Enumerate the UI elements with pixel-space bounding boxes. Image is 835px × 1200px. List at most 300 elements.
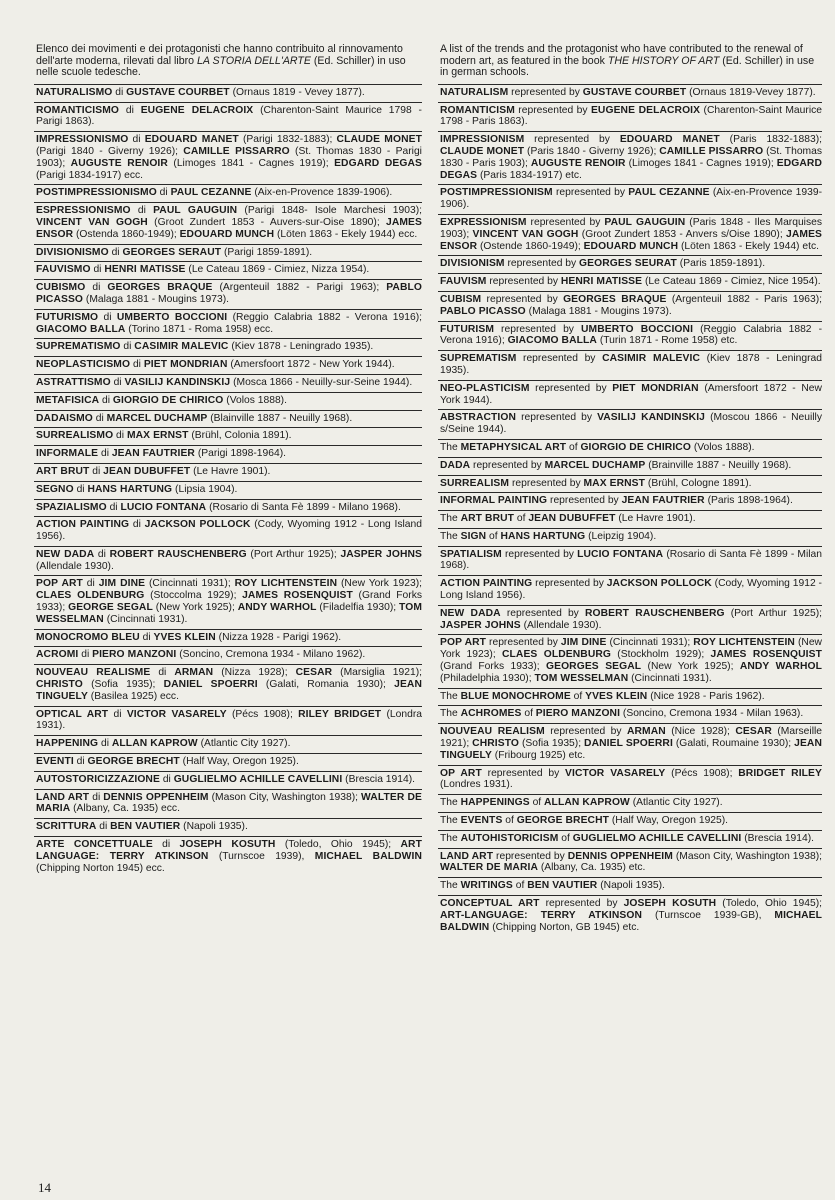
english-entry-name: BRIDGET RILEY: [738, 767, 822, 779]
english-entry-detail: (Charenton-Saint Maurice 1798 - Paris 1863).: [440, 104, 822, 128]
italian-entry: [34, 516, 422, 546]
english-entry-detail: (Paris 1832-1883);: [719, 134, 822, 146]
italian-entry-detail: di: [152, 839, 180, 851]
italian-entry-detail: (New York 1923);: [337, 578, 422, 590]
english-entry-detail: The: [440, 708, 461, 720]
english-entry-detail: (Moscou 1866 - Neuilly s/Seine 1944).: [440, 412, 822, 436]
italian-entry-name: VASILIJ KANDINSKIJ: [124, 376, 231, 388]
italian-entry-detail: di: [110, 376, 125, 388]
english-entry-detail: (Rosario di Santa Fè 1899 - Milan 1968).: [440, 548, 822, 572]
english-entry-name: OP ART: [440, 767, 482, 779]
italian-entry: [34, 646, 422, 664]
italian-entry-name: METAFISICA: [36, 394, 100, 406]
english-entry-detail: (Brainville 1887 - Neuilly 1968).: [645, 459, 792, 471]
english-entry-detail: (Kiev 1878 - Leningrad 1935).: [440, 353, 822, 376]
english-entry: [438, 214, 822, 255]
english-entry-name: CLAES OLDENBURG: [501, 649, 612, 661]
english-entry-name: CHRISTO: [472, 738, 520, 750]
english-entry-name: GUGLIELMO ACHILLE CAVELLINI: [572, 832, 742, 844]
english-entry-name: ALLAN KAPROW: [544, 797, 630, 809]
english-entry: [438, 895, 822, 936]
english-entry-detail: (Limoges 1841 - Cagnes 1919);: [625, 157, 777, 169]
english-entry-detail: (Pécs 1908);: [665, 767, 739, 779]
english-entry: [438, 409, 822, 439]
italian-entry-detail: (Parigi 1840 - Giverny 1926);: [36, 145, 184, 157]
english-entry-name: VICTOR VASARELY: [565, 767, 666, 779]
english-entry-name: CESAR: [735, 726, 772, 738]
italian-entry-name: GEORGES BRAQUE: [107, 282, 213, 294]
english-entry-detail: represented by: [529, 382, 613, 394]
italian-entry-detail: (Cody, Wyoming 1912 - Long Island 1956).: [36, 519, 422, 543]
english-entry-name: INFORMAL PAINTING: [440, 495, 548, 507]
english-entry: [438, 184, 822, 214]
english-entry-name: NATURALISM: [440, 86, 509, 98]
italian-entry-name: ART BRUT: [36, 465, 90, 477]
italian-entry-name: PABLO PICASSO: [36, 282, 422, 305]
english-entry-detail: represented by: [500, 607, 585, 619]
english-entry-name: CLAUDE MONET: [440, 145, 525, 157]
english-entry-name: CUBISM: [440, 293, 482, 305]
english-column: [438, 44, 822, 936]
italian-entry-detail: di: [159, 773, 174, 785]
english-entry-detail: represented by: [481, 767, 566, 779]
english-entry: [438, 688, 822, 706]
english-entry-name: JAMES ENSOR: [440, 228, 823, 252]
italian-entry-detail: di: [150, 667, 175, 679]
italian-entry: [34, 546, 422, 576]
italian-entry-name: POP ART: [36, 578, 83, 590]
italian-entry-detail: (Marsiglia 1921);: [332, 667, 422, 679]
english-entry-name: CONCEPTUAL ART: [440, 898, 540, 910]
italian-entry-name: HENRI MATISSE: [104, 264, 186, 276]
english-entry-name: GIORGIO DE CHIRICO: [580, 441, 691, 453]
italian-entry: [34, 706, 422, 736]
english-entry-detail: (Nice 1928 - Paris 1962).: [647, 690, 765, 702]
english-entry-name: MICHAEL BALDWIN: [440, 909, 822, 933]
italian-entry-detail: (Kiev 1878 - Leningrado 1935).: [228, 341, 374, 353]
english-entry-detail: represented by: [508, 86, 583, 98]
italian-entry-detail: (Groot Zundert 1853 - Auvers-sur-Oise 1890);: [147, 216, 387, 228]
english-entry-detail: (Amersfoort 1872 - New York 1944).: [440, 382, 822, 406]
english-entry-detail: (New York 1923);: [440, 637, 822, 661]
italian-entry-name: RILEY BRIDGET: [298, 708, 382, 720]
italian-entry: [34, 338, 422, 356]
italian-entry-detail: di: [130, 205, 154, 217]
italian-entry-detail: di: [106, 501, 121, 513]
english-entry-name: YVES KLEIN: [585, 690, 648, 702]
italian-entry-detail: (Nizza 1928);: [213, 667, 296, 679]
english-entry-detail: (Le Cateau 1869 - Cimiez, Nice 1954).: [642, 276, 821, 288]
italian-entry-detail: (Le Cateau 1869 - Cimiez, Nizza 1954).: [185, 264, 370, 276]
english-entry-detail: (Port Arthur 1925);: [724, 607, 822, 619]
english-entry-detail: (Chipping Norton, GB 1945) etc.: [489, 921, 640, 933]
english-entry-detail: (Fribourg 1925) etc.: [491, 749, 586, 761]
italian-entry-detail: (Ornaus 1819 - Vevey 1877).: [229, 86, 365, 98]
english-book-title: THE HISTORY OF ART: [607, 54, 720, 67]
italian-entry-name: GUSTAVE COURBET: [126, 86, 230, 98]
english-entry-detail: (Galati, Roumaine 1930);: [672, 738, 795, 750]
english-entry-detail: (Malaga 1881 - Mougins 1973).: [525, 305, 672, 317]
italian-entry: [34, 279, 422, 309]
italian-entry: [34, 356, 422, 374]
english-entry-detail: (Londres 1931).: [440, 779, 513, 791]
italian-entry-name: PIERO MANZONI: [92, 649, 177, 661]
english-entry-detail: (Paris 1834-1917) etc.: [477, 169, 582, 181]
italian-entry-name: ASTRATTISMO: [36, 376, 111, 388]
english-entry-detail: of: [486, 530, 501, 542]
italian-entry-detail: di: [98, 738, 112, 750]
english-entry-detail: of: [512, 880, 528, 892]
english-entry-detail: (Paris 1840 - Giverny 1926);: [524, 145, 660, 157]
english-entry-name: WALTER DE MARIA: [440, 862, 538, 874]
italian-entry-detail: (Blainville 1887 - Neuilly 1968).: [207, 412, 353, 424]
english-entry-detail: represented by: [526, 216, 605, 228]
italian-entry-name: PIET MONDRIAN: [143, 359, 228, 371]
italian-entry: [34, 131, 422, 184]
italian-entry-name: ROY LICHTENSTEIN: [234, 578, 338, 590]
italian-entry-name: AUGUSTE RENOIR: [70, 157, 168, 169]
italian-entry-detail: (Parigi 1832-1883);: [238, 134, 337, 146]
english-entry-detail: (Philadelphia 1930);: [440, 672, 535, 684]
english-entry-name: SPATIALISM: [440, 548, 502, 560]
english-entry: [438, 794, 822, 812]
italian-entry-detail: (Filadelfia 1930);: [316, 602, 400, 614]
italian-entry-name: ARMAN: [174, 667, 214, 679]
italian-entry-name: LUCIO FONTANA: [120, 501, 207, 513]
english-entry-name: JAMES ROSENQUIST: [710, 649, 822, 661]
italian-entry-detail: di: [98, 311, 117, 323]
italian-entry-name: BEN VAUTIER: [110, 821, 181, 833]
italian-entry-detail: (Limoges 1841 - Cagnes 1919);: [167, 157, 335, 169]
english-entry-name: EUGENE DELACROIX: [590, 104, 701, 116]
english-entry-detail: (Leipzig 1904).: [585, 530, 657, 542]
italian-entry-name: MICHAEL BALDWIN: [314, 850, 422, 862]
italian-entry-name: JEAN TINGUELY: [36, 679, 423, 702]
english-entry-name: DADA: [440, 459, 471, 471]
english-entry-detail: represented by: [552, 187, 629, 199]
english-entry-detail: (Argenteuil 1882 - Paris 1963);: [666, 293, 823, 305]
english-entry-name: GEORGES SEURAT: [579, 258, 677, 270]
english-entry-name: NEW DADA: [440, 607, 501, 619]
english-entry-detail: (Reggio Calabria 1882 - Verona 1916);: [440, 323, 823, 347]
english-entry-detail: represented by: [501, 548, 578, 560]
italian-entry-detail: (Cincinnati 1931);: [145, 578, 235, 590]
italian-entry-name: JEAN FAUTRIER: [111, 448, 195, 460]
english-entry-name: HENRI MATISSE: [560, 276, 643, 288]
italian-entry-detail: (Napoli 1935).: [180, 821, 248, 833]
english-entry-detail: of: [502, 815, 517, 827]
italian-entry-name: INFORMALE: [36, 448, 99, 460]
italian-entry: [34, 753, 422, 771]
italian-entry: [34, 735, 422, 753]
english-entry-detail: represented by: [532, 578, 607, 590]
english-entry-name: METAPHYSICAL ART: [460, 441, 567, 453]
english-entry-name: NEO-PLASTICISM: [440, 382, 530, 394]
english-entry-name: EXPRESSIONISM: [440, 216, 527, 228]
italian-entry: [34, 392, 422, 410]
english-entry-detail: of: [566, 441, 581, 453]
italian-entry-detail: di: [139, 631, 154, 643]
english-entry-detail: (Allendale 1930).: [520, 619, 602, 631]
english-entry-name: ARMAN: [626, 726, 666, 738]
italian-intro: [36, 44, 422, 79]
italian-entry-name: SPAZIALISMO: [36, 501, 107, 513]
italian-entry-detail: di: [99, 394, 113, 406]
english-entry-detail: represented by: [514, 104, 591, 116]
english-entry-name: POSTIMPRESSIONISM: [440, 187, 553, 199]
italian-entry-name: CUBISMO: [36, 282, 86, 294]
english-entry-detail: (Albany, Ca. 1935) etc.: [537, 862, 646, 874]
english-entry-detail: (Brühl, Cologne 1891).: [645, 477, 752, 489]
italian-entry-name: EDOUARD MANET: [144, 134, 239, 146]
italian-entry: [34, 575, 422, 628]
italian-entry-detail: (Turnscoe 1939),: [208, 850, 315, 862]
italian-entry-detail: di: [73, 483, 88, 495]
italian-entry-detail: (New York 1925);: [152, 602, 238, 614]
italian-entry-name: SUPREMATISMO: [36, 341, 121, 353]
english-entry-detail: represented by: [516, 412, 598, 424]
italian-entry-name: FUTURISMO: [36, 311, 99, 323]
italian-entry-name: ACROMI: [36, 649, 79, 661]
italian-entry-detail: di: [89, 791, 104, 803]
english-entry-detail: represented by: [524, 134, 620, 146]
english-entry: [438, 877, 822, 895]
english-entry-detail: The: [440, 815, 461, 827]
english-entry: [438, 273, 822, 291]
english-entry-name: HAPPENINGS: [460, 797, 530, 809]
italian-entry-detail: (Sofia 1935);: [82, 679, 164, 691]
italian-entry-name: GUGLIELMO ACHILLE CAVELLINI: [173, 773, 343, 785]
english-entry-name: GEORGES BRAQUE: [563, 293, 667, 305]
english-entry-name: ACTION PAINTING: [440, 578, 533, 590]
english-entry-detail: The: [440, 797, 461, 809]
italian-entry: [34, 789, 422, 819]
english-entry: [438, 475, 822, 493]
english-entry-name: SUPREMATISM: [440, 353, 517, 365]
italian-entry-detail: di: [156, 187, 171, 199]
italian-entry-name: EVENTI: [36, 756, 74, 768]
english-entry-detail: (Aix-en-Provence 1939-1906).: [440, 187, 822, 211]
italian-intro-end: (Ed. Schiller) in uso nelle scuole tedesche.: [36, 54, 406, 79]
italian-entry-name: NATURALISMO: [36, 86, 113, 98]
italian-entry-name: CHRISTO: [36, 679, 83, 691]
italian-entry-name: EDOUARD MUNCH: [179, 228, 275, 240]
english-entry-name: JOSEPH KOSUTH: [623, 898, 717, 910]
italian-entry-detail: (Parigi 1848- Isole Marchesi 1903);: [237, 205, 422, 217]
italian-entry: [34, 374, 422, 392]
italian-entry: [34, 102, 422, 132]
english-entry-detail: (Löten 1863 - Ekely 1944) etc.: [678, 240, 819, 252]
english-entry: [438, 350, 822, 380]
italian-entry-name: CAMILLE PISSARRO: [183, 145, 290, 157]
italian-entry-name: EDGARD DEGAS: [334, 157, 422, 169]
italian-entry-detail: di: [73, 756, 88, 768]
english-entry-detail: (Paris 1898-1964).: [704, 495, 793, 507]
italian-entry-name: JASPER JOHNS: [340, 548, 422, 560]
english-entry-name: ROY LICHTENSTEIN: [693, 637, 795, 649]
english-entry-name: AUTOHISTORICISM: [460, 832, 559, 844]
italian-entry-name: NEW DADA: [36, 548, 95, 560]
italian-entry-name: AUTOSTORICIZZAZIONE: [36, 773, 160, 785]
italian-entry-name: NOUVEAU REALISME: [36, 667, 151, 679]
italian-entry-detail: (Parigi 1859-1891).: [221, 246, 313, 258]
italian-entry-name: MARCEL DUCHAMP: [106, 412, 208, 424]
english-entry-name: IMPRESSIONISM: [440, 134, 525, 146]
italian-entry-detail: (Ostenda 1860-1949);: [73, 228, 180, 240]
italian-entry: [34, 261, 422, 279]
english-entry-detail: represented by: [516, 353, 603, 365]
italian-entry: [34, 818, 422, 836]
english-entry-detail: (Le Havre 1901).: [615, 513, 696, 525]
english-entry: [438, 131, 822, 184]
italian-entry-name: JACKSON POLLOCK: [144, 519, 251, 531]
english-entry: [438, 765, 822, 795]
italian-intro-text: Elenco dei movimenti e dei protagonisti che hanno contribuito al rinnovamento dell'arte moderna, rilevati dal libro: [36, 43, 403, 67]
english-entry-detail: (Cody, Wyoming 1912 - Long Island 1956).: [440, 578, 822, 602]
italian-entry-name: UMBERTO BOCCIONI: [116, 311, 228, 323]
english-intro: [440, 44, 822, 79]
italian-entry-name: PAUL GAUGUIN: [153, 205, 238, 217]
italian-entry-detail: (Brühl, Colonia 1891).: [188, 430, 292, 442]
english-entry-name: AUGUSTE RENOIR: [530, 157, 626, 169]
english-entry-detail: The: [440, 530, 461, 542]
english-entry-detail: (Brescia 1914).: [741, 832, 815, 844]
italian-entry-detail: (Pécs 1908);: [226, 708, 299, 720]
english-entry-detail: represented by: [481, 293, 564, 305]
italian-entry-detail: di: [90, 264, 105, 276]
english-entry-name: TOM WESSELMAN: [534, 672, 629, 684]
english-entry-name: LUCIO FONTANA: [577, 548, 664, 560]
english-entry-detail: represented by: [470, 459, 545, 471]
english-entry-detail: (St. Thomas 1830 - Paris 1903);: [440, 145, 823, 169]
italian-entry-name: LAND ART: [36, 791, 90, 803]
english-intro-text: A list of the trends and the protagonist who have contributed to the renewal of modern art, as featured in the book: [440, 43, 803, 67]
english-entry-detail: represented by: [486, 276, 561, 288]
italian-entry-detail: di: [98, 448, 112, 460]
italian-entry-detail: di: [113, 430, 127, 442]
italian-entry-detail: di: [119, 104, 141, 116]
italian-entry-name: HANS HARTUNG: [87, 483, 173, 495]
english-entry-name: PIET MONDRIAN: [612, 382, 699, 394]
italian-entry: [34, 664, 422, 705]
italian-entry-name: NEOPLASTICISMO: [36, 359, 131, 371]
english-entry-detail: of: [514, 513, 529, 525]
italian-entry-detail: di: [120, 341, 135, 353]
italian-entry-detail: di: [96, 821, 111, 833]
italian-book-title: LA STORIA DELL'ARTE: [197, 54, 311, 67]
italian-column: [34, 44, 422, 877]
italian-entry: [34, 836, 422, 877]
english-entry-detail: represented by: [509, 477, 584, 489]
english-entry-detail: The: [440, 832, 461, 844]
english-entry-detail: represented by: [544, 726, 627, 738]
italian-entry-name: ROBERT RAUSCHENBERG: [109, 548, 247, 560]
italian-entry-detail: (Argenteuil 1882 - Parigi 1963);: [212, 282, 387, 294]
italian-entry-name: YVES KLEIN: [153, 631, 216, 643]
italian-entry-detail: (Cincinnati 1931).: [103, 613, 188, 625]
english-entry-name: LAND ART: [440, 850, 494, 862]
italian-entry-name: JAMES ENSOR: [36, 216, 422, 240]
english-entry-detail: represented by: [504, 258, 580, 270]
italian-entry: [34, 463, 422, 481]
english-entry: [438, 848, 822, 878]
english-entry-name: GUSTAVE COURBET: [582, 86, 687, 98]
english-entry-name: JEAN TINGUELY: [440, 738, 822, 761]
english-entry-name: DENNIS OPPENHEIM: [567, 850, 673, 862]
english-entry-detail: (Napoli 1935).: [597, 880, 665, 892]
italian-entry-detail: (Grand Forks 1933);: [36, 590, 422, 614]
english-entry-detail: (Ostende 1860-1949);: [477, 240, 584, 252]
italian-entry-detail: di: [78, 649, 93, 661]
english-entry-name: BEN VAUTIER: [527, 880, 598, 892]
english-entry-name: JEAN DUBUFFET: [528, 513, 616, 525]
italian-entry-name: POSTIMPRESSIONISMO: [36, 187, 157, 199]
italian-entry-detail: (Lipsia 1904).: [172, 483, 238, 495]
english-entry-name: FUTURISM: [440, 323, 494, 335]
english-entry-name: ACHROMES: [460, 708, 522, 720]
italian-entry-name: GIACOMO BALLA: [36, 323, 126, 335]
italian-entry-detail: (Nizza 1928 - Parigi 1962).: [215, 631, 342, 643]
italian-entry-detail: (Albany, Ca. 1935) ecc.: [70, 803, 180, 815]
english-entry-name: CAMILLE PISSARRO: [659, 145, 764, 157]
italian-entry-name: ESPRESSIONISMO: [36, 205, 131, 217]
italian-entry-name: MAX ERNST: [126, 430, 189, 442]
english-entry-detail: (Volos 1888).: [690, 441, 755, 453]
english-entry-name: FAUVISM: [440, 276, 487, 288]
italian-entry: [34, 184, 422, 202]
english-entry-name: SURREALISM: [440, 477, 510, 489]
italian-entry: [34, 445, 422, 463]
english-entry-detail: (Sofia 1935);: [519, 738, 585, 750]
page-number: 14: [38, 1180, 51, 1195]
english-entry-detail: (Turin 1871 - Rome 1958) etc.: [596, 335, 738, 347]
italian-entry-detail: (Rosario di Santa Fè 1899 - Milano 1968).: [206, 501, 401, 513]
italian-entry-detail: di: [130, 359, 144, 371]
english-entry-name: BLUE MONOCHROME: [460, 690, 571, 702]
english-entry-name: UMBERTO BOCCIONI: [581, 323, 694, 335]
english-entry-name: MARCEL DUCHAMP: [544, 459, 646, 471]
italian-entry-detail: (Löten 1863 - Ekely 1944) ecc.: [274, 228, 418, 240]
english-entry-detail: (Groot Zundert 1853 - Anvers s/Oise 1890);: [578, 228, 787, 240]
italian-entry-detail: (Reggio Calabria 1882 - Verona 1916);: [227, 311, 422, 323]
english-entry: [438, 492, 822, 510]
italian-entry-detail: (Atlantic City 1927).: [197, 738, 291, 750]
italian-entry-detail: (Chipping Norton 1945) ecc.: [36, 862, 165, 874]
italian-entry-name: ALLAN KAPROW: [111, 738, 198, 750]
english-entry: [438, 255, 822, 273]
english-entry: [438, 575, 822, 605]
english-entry-detail: (Nice 1928);: [665, 726, 736, 738]
english-entry-detail: (Atlantic City 1927).: [629, 797, 723, 809]
english-entry: [438, 528, 822, 546]
italian-entry-detail: (Parigi 1834-1917) ecc.: [36, 169, 144, 181]
italian-entry-name: ACTION PAINTING: [36, 519, 130, 531]
italian-entry-detail: (Aix-en-Provence 1839-1906).: [251, 187, 393, 199]
english-entry-name: ANDY WARHOL: [739, 661, 822, 673]
italian-entry-detail: di: [129, 519, 145, 531]
italian-entry: [34, 499, 422, 517]
english-entry-name: ABSTRACTION: [440, 412, 517, 424]
english-entry-name: NOUVEAU REALISM: [440, 726, 545, 738]
english-entry: [438, 321, 822, 351]
english-entry-name: ART-LANGUAGE: TERRY ATKINSON: [440, 909, 643, 921]
italian-entry-detail: di: [82, 578, 99, 590]
english-entry-detail: (Toledo, Ohio 1945);: [716, 898, 822, 910]
italian-entry: [34, 427, 422, 445]
italian-entry-name: ART LANGUAGE: TERRY ATKINSON: [36, 839, 422, 862]
english-entry-name: ROMANTICISM: [440, 104, 515, 116]
italian-entry-detail: (Brescia 1914).: [342, 773, 415, 785]
